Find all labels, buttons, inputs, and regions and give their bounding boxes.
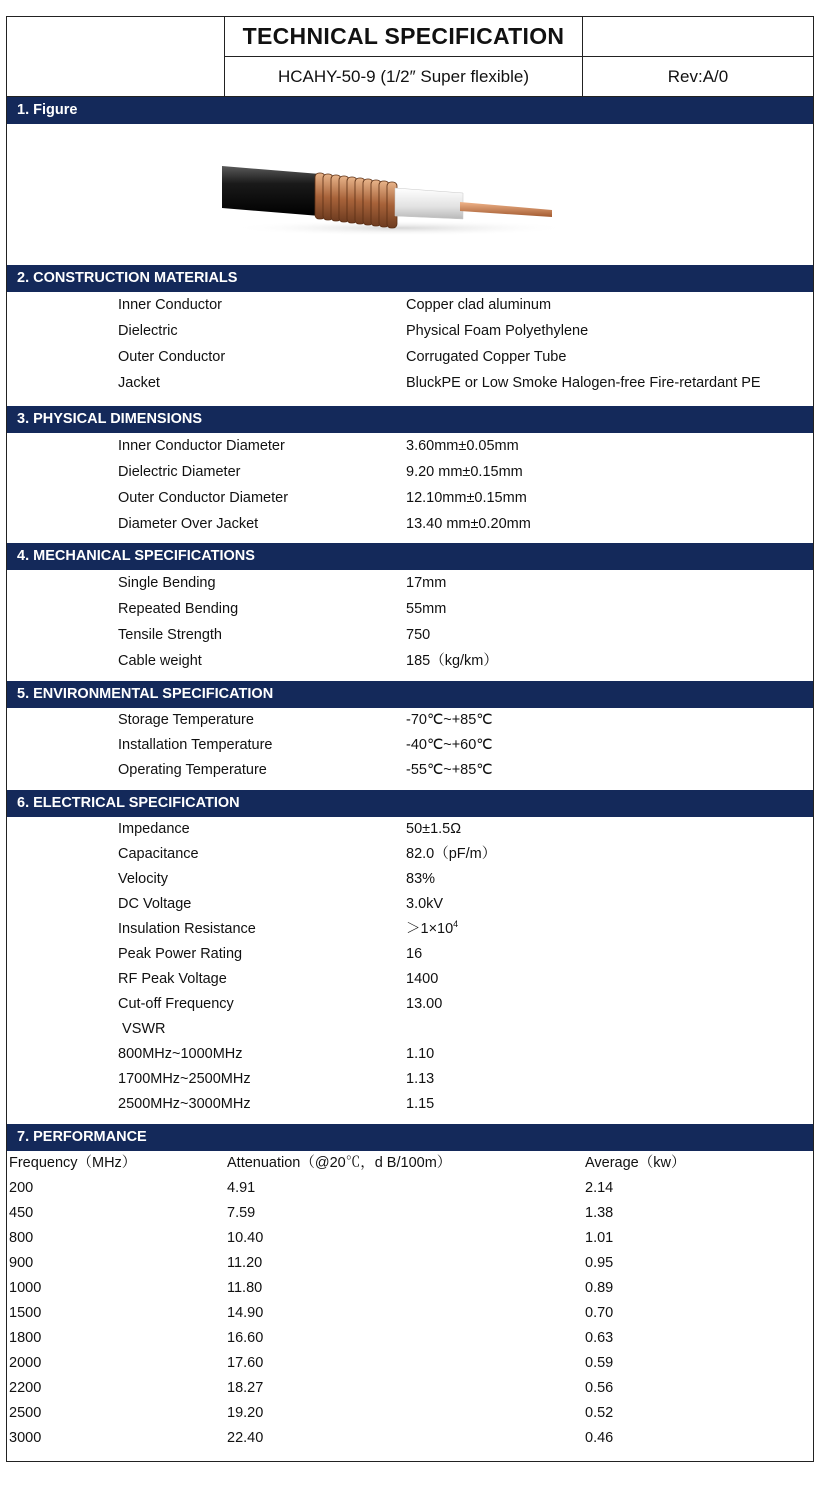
spec-value: 13.40 mm±0.20mm <box>406 516 531 532</box>
revision: Rev:A/0 <box>667 66 729 86</box>
electrical-row <box>7 892 813 917</box>
table-row <box>7 1351 813 1376</box>
model-name: HCAHY-50-9 (1/2″ Super flexible) <box>277 66 530 86</box>
spec-value: 13.00 <box>406 996 443 1012</box>
table-row <box>7 1376 813 1401</box>
cell-attenuation: 4.91 <box>227 1180 256 1196</box>
cell-frequency: 1800 <box>9 1330 42 1346</box>
table-row <box>7 1251 813 1276</box>
spec-label: Dielectric <box>118 323 178 339</box>
environmental-row <box>7 733 813 758</box>
spec-value: 12.10mm±0.15mm <box>406 490 527 506</box>
cell-attenuation: 11.80 <box>227 1280 263 1296</box>
cell-attenuation: 17.60 <box>227 1355 264 1371</box>
table-row <box>7 1326 813 1351</box>
cell-average: 0.46 <box>585 1430 614 1446</box>
spec-label: Cut-off Frequency <box>118 996 234 1012</box>
spec-value: 50±1.5Ω <box>406 821 462 837</box>
cell-frequency: 450 <box>9 1205 34 1221</box>
performance-table-header <box>7 1151 813 1176</box>
header-logo-cell <box>7 17 225 97</box>
spec-label: Jacket <box>118 375 160 391</box>
electrical-row <box>7 992 813 1017</box>
cell-average: 1.38 <box>585 1205 614 1221</box>
cell-average: 0.59 <box>585 1355 614 1371</box>
spec-label: Dielectric Diameter <box>118 464 241 480</box>
electrical-row <box>7 842 813 867</box>
spec-value: BluckPE or Low Smoke Halogen-free Fire-retardant PE <box>406 375 761 391</box>
spec-label: Impedance <box>118 821 190 837</box>
spec-label: 800MHz~1000MHz <box>118 1046 243 1062</box>
cell-frequency: 2500 <box>9 1405 42 1421</box>
coaxial-cable-image <box>220 160 560 240</box>
physical-row <box>7 486 813 511</box>
spec-value: 82.0（pF/m） <box>406 846 497 862</box>
construction-row <box>7 293 813 318</box>
column-header-attenuation: Attenuation（@20℃，d B/100m） <box>227 1155 452 1171</box>
section-performance-header: 7. PERFORMANCE <box>7 1124 813 1151</box>
section-construction-header: 2. CONSTRUCTION MATERIALS <box>7 265 813 292</box>
spec-value: 3.0kV <box>406 896 444 912</box>
column-header-frequency: Frequency（MHz） <box>9 1155 137 1171</box>
cell-average: 1.01 <box>585 1230 614 1246</box>
electrical-row <box>7 942 813 967</box>
physical-row <box>7 460 813 485</box>
spec-value: -70℃~+85℃ <box>406 712 493 728</box>
spec-label: Outer Conductor <box>118 349 226 365</box>
spec-label: 1700MHz~2500MHz <box>118 1071 251 1087</box>
spec-label: Insulation Resistance <box>118 921 256 937</box>
spec-value: 16 <box>406 946 423 962</box>
construction-row <box>7 371 813 396</box>
electrical-row <box>7 917 813 942</box>
electrical-row <box>7 817 813 842</box>
environmental-row <box>7 708 813 733</box>
spec-label: Operating Temperature <box>118 762 267 778</box>
spec-label: Peak Power Rating <box>118 946 243 962</box>
spec-label: VSWR <box>118 1021 166 1037</box>
table-row <box>7 1201 813 1226</box>
spec-label: 2500MHz~3000MHz <box>118 1096 251 1112</box>
header-blank-cell <box>583 17 813 57</box>
cell-attenuation: 7.59 <box>227 1205 256 1221</box>
spec-value: 1.13 <box>406 1071 435 1087</box>
table-row <box>7 1276 813 1301</box>
spec-value: 3.60mm±0.05mm <box>406 438 519 454</box>
spec-value: 1.15 <box>406 1096 435 1112</box>
header-model-cell <box>225 57 583 97</box>
spec-label: Repeated Bending <box>118 601 239 617</box>
section-physical-header: 3. PHYSICAL DIMENSIONS <box>7 406 813 433</box>
cell-attenuation: 10.40 <box>227 1230 264 1246</box>
cell-attenuation: 14.90 <box>227 1305 264 1321</box>
electrical-row <box>7 1017 813 1042</box>
electrical-row <box>7 1067 813 1092</box>
cell-attenuation: 18.27 <box>227 1380 264 1396</box>
construction-row <box>7 345 813 370</box>
spec-label: Cable weight <box>118 653 202 669</box>
cell-frequency: 800 <box>9 1230 34 1246</box>
physical-row <box>7 512 813 537</box>
table-row <box>7 1226 813 1251</box>
electrical-row <box>7 1092 813 1117</box>
section-figure-header: 1. Figure <box>7 97 813 124</box>
cell-frequency: 2000 <box>9 1355 42 1371</box>
header-rev-cell <box>583 57 813 97</box>
cell-frequency: 2200 <box>9 1380 42 1396</box>
cell-frequency: 900 <box>9 1255 34 1271</box>
figure-area <box>7 124 813 265</box>
spec-label: Storage Temperature <box>118 712 254 728</box>
spec-value: Physical Foam Polyethylene <box>406 323 589 339</box>
spec-label: Tensile Strength <box>118 627 222 643</box>
mechanical-row <box>7 623 813 648</box>
spec-value: -40℃~+60℃ <box>406 737 493 753</box>
spec-value: Copper clad aluminum <box>406 297 552 313</box>
spec-label: Inner Conductor Diameter <box>118 438 285 454</box>
spec-label: Inner Conductor <box>118 297 222 313</box>
spec-value: 750 <box>406 627 431 643</box>
electrical-row <box>7 1042 813 1067</box>
spec-label: Outer Conductor Diameter <box>118 490 289 506</box>
spec-label: Capacitance <box>118 846 199 862</box>
spec-label: Installation Temperature <box>118 737 273 753</box>
physical-row <box>7 434 813 459</box>
cell-average: 0.95 <box>585 1255 614 1271</box>
spec-value: 1400 <box>406 971 439 987</box>
cell-average: 0.52 <box>585 1405 614 1421</box>
mechanical-row <box>7 597 813 622</box>
spec-value-text: ＞1×10 <box>406 921 454 937</box>
spec-value: Corrugated Copper Tube <box>406 349 567 365</box>
cell-attenuation: 16.60 <box>227 1330 264 1346</box>
table-row <box>7 1301 813 1326</box>
spec-value-exponent: 4 <box>453 919 459 929</box>
table-row <box>7 1401 813 1426</box>
spec-value: 1.10 <box>406 1046 435 1062</box>
spec-value: 55mm <box>406 601 447 617</box>
mechanical-row <box>7 649 813 674</box>
section-electrical-header: 6. ELECTRICAL SPECIFICATION <box>7 790 813 817</box>
spec-value: 17mm <box>406 575 447 591</box>
mechanical-row <box>7 571 813 596</box>
construction-row <box>7 319 813 344</box>
cell-average: 2.14 <box>585 1180 614 1196</box>
spec-value: -55℃~+85℃ <box>406 762 493 778</box>
column-header-average: Average（kw） <box>585 1155 686 1171</box>
cell-average: 0.70 <box>585 1305 614 1321</box>
spec-value <box>406 917 458 942</box>
cell-frequency: 200 <box>9 1180 34 1196</box>
cell-attenuation: 19.20 <box>227 1405 264 1421</box>
spec-value: 9.20 mm±0.15mm <box>406 464 523 480</box>
cell-attenuation: 22.40 <box>227 1430 264 1446</box>
header-title-cell <box>225 17 583 57</box>
table-row <box>7 1176 813 1201</box>
section-environmental-header: 5. ENVIRONMENTAL SPECIFICATION <box>7 681 813 708</box>
spec-sheet <box>6 16 814 1462</box>
spec-label: Single Bending <box>118 575 216 591</box>
spec-label: DC Voltage <box>118 896 192 912</box>
cell-average: 0.63 <box>585 1330 614 1346</box>
spec-value: 83% <box>406 871 436 887</box>
electrical-row <box>7 867 813 892</box>
cell-frequency: 1000 <box>9 1280 42 1296</box>
electrical-row <box>7 967 813 992</box>
section-mechanical-header: 4. MECHANICAL SPECIFICATIONS <box>7 543 813 570</box>
cell-frequency: 1500 <box>9 1305 42 1321</box>
spec-value: 185（kg/km） <box>406 653 498 669</box>
spec-label: Velocity <box>118 871 168 887</box>
environmental-row <box>7 758 813 783</box>
spec-label: RF Peak Voltage <box>118 971 227 987</box>
spec-label: Diameter Over Jacket <box>118 516 259 532</box>
table-row <box>7 1426 813 1451</box>
cell-attenuation: 11.20 <box>227 1255 263 1271</box>
cell-average: 0.56 <box>585 1380 614 1396</box>
document-title: TECHNICAL SPECIFICATION <box>242 23 565 49</box>
cell-frequency: 3000 <box>9 1430 42 1446</box>
cell-average: 0.89 <box>585 1280 614 1296</box>
